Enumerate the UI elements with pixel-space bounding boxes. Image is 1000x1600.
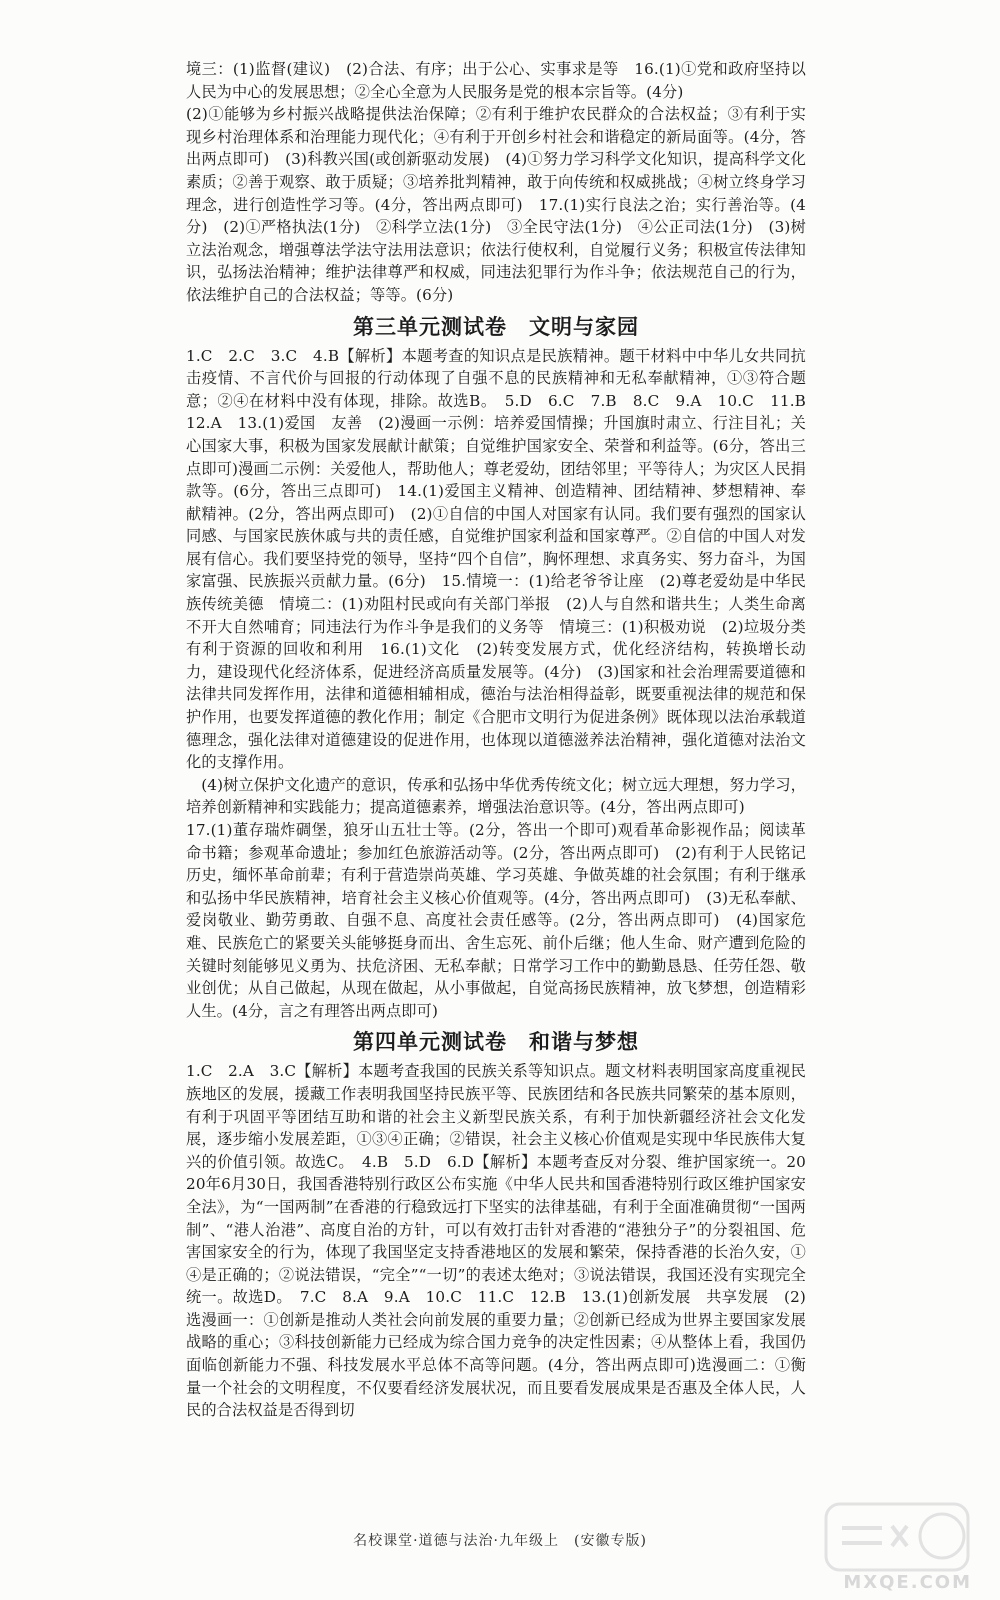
- page-footer: 名校课堂·道德与法治·九年级上 (安徽专版): [353, 1533, 647, 1549]
- watermark-site-text: MXQE.COM: [843, 1572, 972, 1593]
- answer-paragraph: 17.(1)董存瑞炸碉堡，狼牙山五壮士等。(2分，答出一个即可)观看革命影视作品；阅读革命书籍；参观革命遗址；参加红色旅游活动等。(2分，答出两点即可) (2)有利于人民铭记历史，缅怀革命前辈；有利于营造崇尚英雄、学习英雄、争做英雄的社会氛围；有利于继承和弘扬中华民族精神，培育社会主义核心价值观等。(4分，答出两点即可) (3)无私奉献、爱岗敬业、勤劳勇敢、自强不息、高度社会责任感等。(2分，答出两点即可) (4)国家危难、民族危亡的紧要关头能够挺身而出、舍生忘死、前仆后继；他人生命、财产遭到危险的关键时刻能够见义勇为、扶危济困、无私奉献；日常学习工作中的勤勤恳恳、任劳任怨、敬业创优；从自己做起，从现在做起，从小事做起，自觉高扬民族精神，放飞梦想，创造精彩人生。(4分，言之有理答出两点即可): [186, 821, 806, 1020]
- answer-paragraph: 1.C 2.A 3.C【解析】本题考查我国的民族关系等知识点。题文材料表明国家高度重视民族地区的发展，援藏工作表明我国坚持民族平等、民族团结和各民族共同繁荣的基本原则，有利于巩固平等团结互助和谐的社会主义新型民族关系，有利于加快新疆经济社会文化发展，逐步缩小发展差距，①③④正确；②错误，社会主义核心价值观是实现中华民族伟大复兴的价值引领。故选C。 4.B 5.D 6.D【解析】本题考查反对分裂、维护国家统一。2020年6月30日，我国香港特别行政区公布实施《中华人民共和国香港特别行政区维护国家安全法》，为“一国两制”在香港的行稳致远打下坚实的法律基础，有利于全面准确贯彻“一国两制”、“港人治港”、高度自治的方针，可以有效打击针对香港的“港独分子”的分裂祖国、危害国家安全的行为，体现了我国坚定支持香港地区的发展和繁荣，保持香港的长治久安，①④是正确的；②说法错误，“完全”“一切”的表述太绝对；③说法错误，我国还没有实现完全统一。故选D。 7.C 8.A 9.A 10.C 11.C 12.B 13.(1)创新发展 共享发展 (2)选漫画一：①创新是推动人类社会向前发展的重要力量；②创新已经成为世界主要国家发展战略的重心；③科技创新能力已经成为综合国力竞争的决定性因素；④从整体上看，我国仍面临创新能力不强、科技发展水平总体不高等问题。(4分，答出两点即可)选漫画二：①衡量一个社会的文明程度，不仅要看经济发展状况，而且要看发展成果是否惠及全体人民，人民的合法权益是否得到切: [186, 1062, 806, 1420]
- answer-paragraph: (4)树立保护文化遗产的意识，传承和弘扬中华优秀传统文化；树立远大理想，努力学习，培养创新精神和实践能力；提高道德素养，增强法治意识等。(4分，答出两点即可): [186, 775, 806, 817]
- section-title-unit-3: 第三单元测试卷 文明与家园: [353, 314, 639, 339]
- section-title-unit-4: 第四单元测试卷 和谐与梦想: [353, 1030, 639, 1055]
- answer-key-content: [186, 58, 822, 1422]
- answer-paragraph: 1.C 2.C 3.C 4.B【解析】本题考查的知识点是民族精神。题干材料中中华儿女共同抗击疫情、不言代价与回报的行动体现了自强不息的民族精神和无私奉献精神，①③符合题意；②④在材料中没有体现，排除。故选B。 5.D 6.C 7.B 8.C 9.A 10.C 11.B 12.A 13.(1)爱国 友善 (2)漫画一示例：培养爱国情操；升国旗时肃立、行注目礼；关心国家大事，积极为国家发展献计献策；自觉维护国家安全、荣誉和利益等。(6分，答出三点即可)漫画二示例：关爱他人，帮助他人；尊老爱幼，团结邻里；平等待人；为灾区人民捐款等。(6分，答出三点即可) 14.(1)爱国主义精神、创造精神、团结精神、梦想精神、奉献精神。(2分，答出两点即可) (2)①自信的中国人对国家有认同。我们要有强烈的国家认同感、与国家民族休戚与共的责任感，自觉维护国家利益和国家尊严。②自信的中国人对发展有信心。我们要坚持党的领导，坚持“四个自信”，胸怀理想、求真务实、努力奋斗，为国家富强、民族振兴贡献力量。(6分) 15.情境一：(1)给老爷爷让座 (2)尊老爱幼是中华民族传统美德 情境二：(1)劝阻村民或向有关部门举报 (2)人与自然和谐共生；人类生命离不开大自然哺育；同违法行为作斗争是我们的义务等 情境三：(1)积极劝说 (2)垃圾分类有利于资源的回收和利用 16.(1)文化 (2)转变发展方式，优化经济结构，转换增长动力，建设现代化经济体系，促进经济高质量发展等。(4分) (3)国家和社会治理需要道德和法律共同发挥作用，法律和道德相辅相成，德治与法治相得益彰，既要重视法律的规范和保护作用，也要发挥道德的教化作用；制定《合肥市文明行为促进条例》既体现以法治承载道德理念，强化法律对道德建设的促进作用，也体现以道德滋养法治精神，强化道德对法治文化的支撑作用。: [186, 346, 822, 772]
- answer-paragraph: (2)①能够为乡村振兴战略提供法治保障；②有利于维护农民群众的合法权益；③有利于实现乡村治理体系和治理能力现代化；④有利于开创乡村社会和谐稳定的新局面等。(4分，答出两点即可) (3)科教兴国(或创新驱动发展) (4)①努力学习科学文化知识，提高科学文化素质；②善于观察、敢于质疑；③培养批判精神，敢于向传统和权威挑战；④树立终身学习理念，进行创造性学习等。(4分，答出两点即可) 17.(1)实行良法之治；实行善治等。(4分) (2)①严格执法(1分) ②科学立法(1分) ③全民守法(1分) ④公正司法(1分) (3)树立法治观念，增强尊法学法守法用法意识；依法行使权利，自觉履行义务；积极宣传法律知识，弘扬法治精神；维护法律尊严和权威，同违法犯罪行为作斗争；依法规范自己的行为，依法维护自己的合法权益；等等。(6分): [186, 105, 806, 304]
- answer-paragraph: 境三：(1)监督(建议) (2)合法、有序；出于公心、实事求是等 16.(1)①党和政府坚持以人民为中心的发展思想；②全心全意为人民服务是党的根本宗旨等。(4分): [186, 60, 806, 101]
